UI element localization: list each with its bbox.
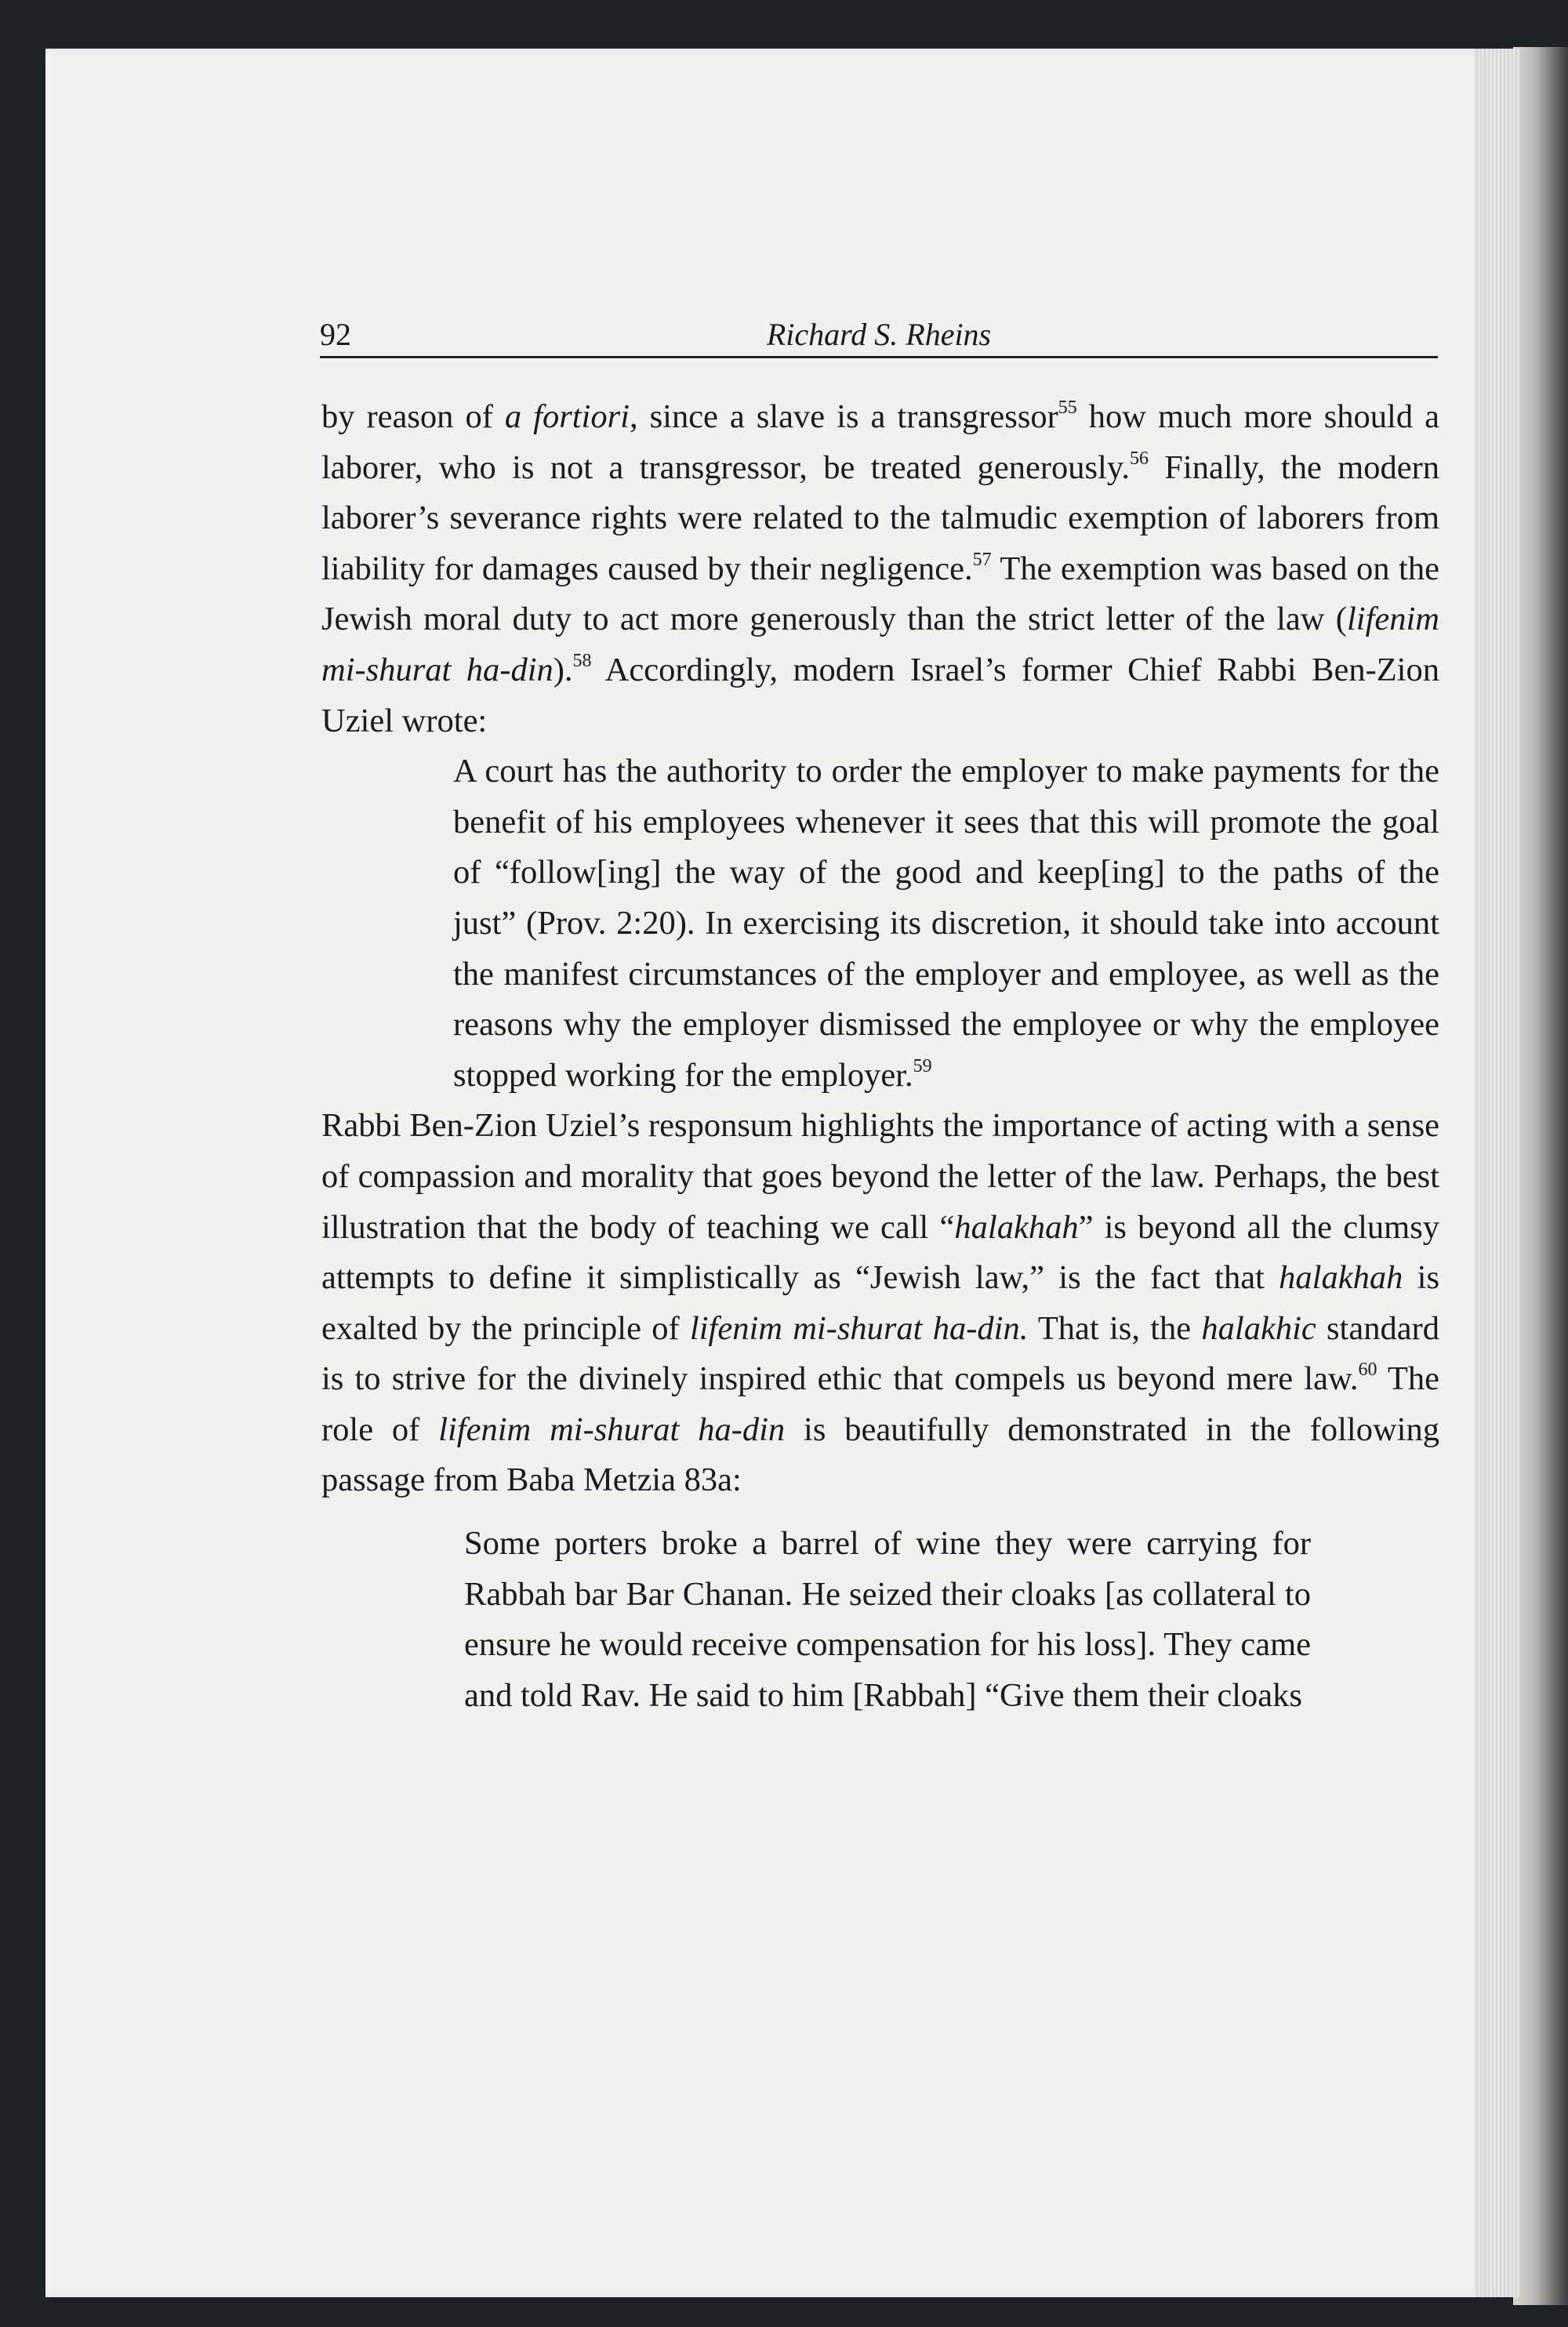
block-quote-2 [464, 1519, 1311, 1721]
footnote-ref-59: 59 [913, 1055, 932, 1076]
text-span: standard is to strive for the divinely inspired ethic that compels us beyond mere law. [321, 1309, 1439, 1398]
text-span: That is, the [1028, 1309, 1202, 1347]
footnote-ref-60: 60 [1358, 1360, 1377, 1381]
footnote-ref-55: 55 [1058, 398, 1077, 418]
text-span: , since a slave is a transgressor [629, 398, 1058, 435]
italic-term: a fortiori [504, 398, 630, 435]
page-header [320, 310, 1438, 358]
text-span: ” is beyond all the clumsy attempts to define it simplistically as “Jewish law,” is the fact that [321, 1208, 1439, 1297]
text-span: is exalted by the principle of [321, 1259, 1439, 1347]
text-span: Rabbi Ben-Zion Uziel’s responsum highlights the importance of acting with a sense of compassion and morality that goes beyond the letter of the law. Perhaps, the best illustration that the body of teaching we call “ [321, 1107, 1439, 1246]
italic-term: halakhic [1201, 1309, 1316, 1347]
text-span: Finally, the modern laborer’s severance rights were related to the talmudic exemption of laborers from liability for damages caused by their negligence. [321, 448, 1439, 587]
page-stack-edges [1474, 49, 1519, 2297]
footnote-ref-58: 58 [572, 650, 592, 671]
text-span: The role of [321, 1360, 1439, 1448]
text-span: ). [553, 651, 573, 688]
paragraph-2 [321, 1101, 1439, 1506]
running-head: Richard S. Rheins [766, 317, 992, 352]
footnote-ref-57: 57 [972, 549, 992, 570]
italic-term: lifenim mi-shurat ha-din. [689, 1309, 1029, 1347]
body-text [321, 392, 1439, 1721]
scan-background-edge [1513, 47, 1568, 2305]
text-span: how much more should a laborer, who is not a transgressor, be treated generously. [321, 398, 1439, 486]
italic-term: lifenim mi-shurat ha-din [321, 601, 1439, 688]
italic-term: lifenim mi-shurat ha-din [438, 1410, 786, 1448]
page-number: 92 [320, 317, 351, 352]
text-span: by reason of [321, 398, 505, 435]
text-span: is beautifully demonstrated in the following passage from Baba Metzia 83a: [321, 1410, 1439, 1499]
text-span: Accordingly, modern Israel’s former Chief Rabbi Ben-Zion Uziel wrote: [321, 651, 1439, 739]
paragraph-1 [321, 392, 1439, 746]
text-span: A court has the authority to order the employer to make payments for the benefit of his employees whenever it sees that this will promote the goal of “follow[ing] the way of the good and keep[ing] to the paths of the just” (Prov. 2:20). In exercising its discretion, it should take into account the manifest circumstances of the employer and employee, as well as the reasons why the employer dismissed the employee or why the employee stopped working for the employer. [453, 753, 1439, 1094]
italic-term: halakhah [1279, 1259, 1403, 1297]
text-span: Some porters broke a barrel of wine they were carrying for Rabbah bar Bar Chanan. He seized their cloaks [as collateral to ensure he would receive compensation for his loss]. They came and told Rav. He said to him [Rabbah] “Give them their cloaks [464, 1525, 1311, 1714]
italic-term: halakhah [954, 1208, 1079, 1246]
text-span: The exemption was based on the Jewish moral duty to act more generously than the strict letter of the law ( [321, 550, 1439, 638]
footnote-ref-56: 56 [1129, 448, 1149, 469]
block-quote-1 [453, 746, 1439, 1101]
